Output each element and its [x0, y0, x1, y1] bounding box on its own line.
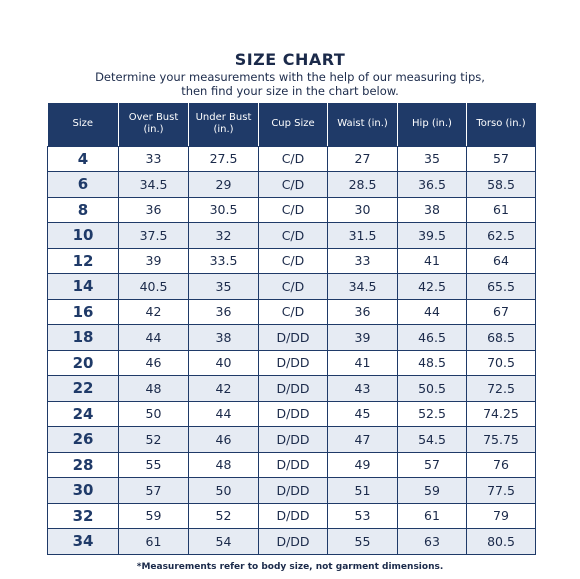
cup-size-cell: D/DD: [259, 427, 328, 453]
hip-cell: 63: [398, 529, 467, 555]
torso-cell: 62.5: [467, 223, 536, 249]
over-bust-cell: 37.5: [119, 223, 189, 249]
over-bust-cell: 42: [119, 299, 189, 325]
hip-cell: 59: [398, 478, 467, 504]
under-bust-cell: 48: [189, 452, 259, 478]
size-cell: 14: [48, 274, 119, 300]
torso-cell: 58.5: [467, 172, 536, 198]
hip-cell: 39.5: [398, 223, 467, 249]
cup-size-cell: D/DD: [259, 376, 328, 402]
size-cell: 34: [48, 529, 119, 555]
over-bust-cell: 50: [119, 401, 189, 427]
waist-cell: 53: [328, 503, 398, 529]
torso-cell: 79: [467, 503, 536, 529]
table-row: [48, 325, 536, 351]
cup-size-cell: D/DD: [259, 401, 328, 427]
hip-cell: 41: [398, 248, 467, 274]
header-cup-size: Cup Size: [259, 103, 328, 146]
over-bust-cell: 46: [119, 350, 189, 376]
torso-cell: 70.5: [467, 350, 536, 376]
over-bust-cell: 34.5: [119, 172, 189, 198]
table-row: [48, 299, 536, 325]
cup-size-cell: D/DD: [259, 350, 328, 376]
torso-cell: 64: [467, 248, 536, 274]
size-cell: 32: [48, 503, 119, 529]
hip-cell: 57: [398, 452, 467, 478]
table-row: [48, 427, 536, 453]
under-bust-cell: 33.5: [189, 248, 259, 274]
subtitle: [0, 70, 580, 98]
torso-cell: 68.5: [467, 325, 536, 351]
torso-cell: 67: [467, 299, 536, 325]
size-cell: 24: [48, 401, 119, 427]
size-cell: 16: [48, 299, 119, 325]
table-row: [48, 223, 536, 249]
size-cell: 20: [48, 350, 119, 376]
under-bust-cell: 38: [189, 325, 259, 351]
hip-cell: 52.5: [398, 401, 467, 427]
table-row: [48, 401, 536, 427]
header-hip: Hip (in.): [398, 103, 467, 146]
size-cell: 30: [48, 478, 119, 504]
waist-cell: 28.5: [328, 172, 398, 198]
table-row: [48, 478, 536, 504]
torso-cell: 77.5: [467, 478, 536, 504]
hip-cell: 36.5: [398, 172, 467, 198]
over-bust-cell: 61: [119, 529, 189, 555]
waist-cell: 36: [328, 299, 398, 325]
hip-cell: 42.5: [398, 274, 467, 300]
cup-size-cell: D/DD: [259, 503, 328, 529]
hip-cell: 54.5: [398, 427, 467, 453]
table-row: [48, 376, 536, 402]
size-cell: 8: [48, 197, 119, 223]
footnote: *Measurements refer to body size, not garment dimensions.: [136, 562, 444, 572]
cup-size-cell: C/D: [259, 146, 328, 172]
hip-cell: 48.5: [398, 350, 467, 376]
size-cell: 12: [48, 248, 119, 274]
table-row: [48, 452, 536, 478]
under-bust-cell: 36: [189, 299, 259, 325]
torso-cell: 65.5: [467, 274, 536, 300]
size-cell: 18: [48, 325, 119, 351]
waist-cell: 47: [328, 427, 398, 453]
cup-size-cell: D/DD: [259, 478, 328, 504]
table-row: [48, 146, 536, 172]
waist-cell: 51: [328, 478, 398, 504]
over-bust-cell: 39: [119, 248, 189, 274]
table-body: [48, 146, 536, 554]
table-row: [48, 350, 536, 376]
waist-cell: 55: [328, 529, 398, 555]
cup-size-cell: D/DD: [259, 325, 328, 351]
waist-cell: 49: [328, 452, 398, 478]
torso-cell: 74.25: [467, 401, 536, 427]
hip-cell: 44: [398, 299, 467, 325]
waist-cell: 30: [328, 197, 398, 223]
torso-cell: 76: [467, 452, 536, 478]
over-bust-cell: 55: [119, 452, 189, 478]
cup-size-cell: C/D: [259, 248, 328, 274]
under-bust-cell: 50: [189, 478, 259, 504]
cup-size-cell: D/DD: [259, 529, 328, 555]
hip-cell: 46.5: [398, 325, 467, 351]
header-over-bust: Over Bust (in.): [119, 103, 189, 146]
size-cell: 22: [48, 376, 119, 402]
over-bust-cell: 52: [119, 427, 189, 453]
under-bust-cell: 27.5: [189, 146, 259, 172]
table-row: [48, 529, 536, 555]
torso-cell: 72.5: [467, 376, 536, 402]
under-bust-cell: 32: [189, 223, 259, 249]
waist-cell: 41: [328, 350, 398, 376]
header-torso: Torso (in.): [467, 103, 536, 146]
waist-cell: 43: [328, 376, 398, 402]
over-bust-cell: 57: [119, 478, 189, 504]
hip-cell: 35: [398, 146, 467, 172]
over-bust-cell: 44: [119, 325, 189, 351]
torso-cell: 57: [467, 146, 536, 172]
waist-cell: 33: [328, 248, 398, 274]
header-waist: Waist (in.): [328, 103, 398, 146]
waist-cell: 27: [328, 146, 398, 172]
size-cell: 28: [48, 452, 119, 478]
page-title: SIZE CHART: [234, 50, 346, 69]
waist-cell: 39: [328, 325, 398, 351]
size-cell: 4: [48, 146, 119, 172]
under-bust-cell: 30.5: [189, 197, 259, 223]
header-under-bust: Under Bust (in.): [189, 103, 259, 146]
size-cell: 26: [48, 427, 119, 453]
under-bust-cell: 52: [189, 503, 259, 529]
under-bust-cell: 29: [189, 172, 259, 198]
subtitle-line-2: then find your size in the chart below.: [181, 84, 399, 98]
waist-cell: 34.5: [328, 274, 398, 300]
over-bust-cell: 40.5: [119, 274, 189, 300]
hip-cell: 61: [398, 503, 467, 529]
cup-size-cell: C/D: [259, 223, 328, 249]
cup-size-cell: C/D: [259, 274, 328, 300]
size-cell: 10: [48, 223, 119, 249]
torso-cell: 75.75: [467, 427, 536, 453]
header-size: Size: [48, 103, 119, 146]
over-bust-cell: 59: [119, 503, 189, 529]
table-row: [48, 248, 536, 274]
cup-size-cell: D/DD: [259, 452, 328, 478]
hip-cell: 50.5: [398, 376, 467, 402]
table-row: [48, 503, 536, 529]
cup-size-cell: C/D: [259, 172, 328, 198]
subtitle-line-1: Determine your measurements with the help of our measuring tips,: [95, 70, 485, 84]
under-bust-cell: 35: [189, 274, 259, 300]
table-row: [48, 274, 536, 300]
table-row: [48, 172, 536, 198]
under-bust-cell: 40: [189, 350, 259, 376]
cup-size-cell: C/D: [259, 299, 328, 325]
hip-cell: 38: [398, 197, 467, 223]
table-row: [48, 197, 536, 223]
waist-cell: 45: [328, 401, 398, 427]
size-chart-table: [47, 103, 536, 555]
cup-size-cell: C/D: [259, 197, 328, 223]
over-bust-cell: 36: [119, 197, 189, 223]
over-bust-cell: 33: [119, 146, 189, 172]
under-bust-cell: 42: [189, 376, 259, 402]
torso-cell: 61: [467, 197, 536, 223]
over-bust-cell: 48: [119, 376, 189, 402]
under-bust-cell: 46: [189, 427, 259, 453]
under-bust-cell: 44: [189, 401, 259, 427]
under-bust-cell: 54: [189, 529, 259, 555]
waist-cell: 31.5: [328, 223, 398, 249]
torso-cell: 80.5: [467, 529, 536, 555]
table-header-row: [48, 103, 536, 146]
size-cell: 6: [48, 172, 119, 198]
